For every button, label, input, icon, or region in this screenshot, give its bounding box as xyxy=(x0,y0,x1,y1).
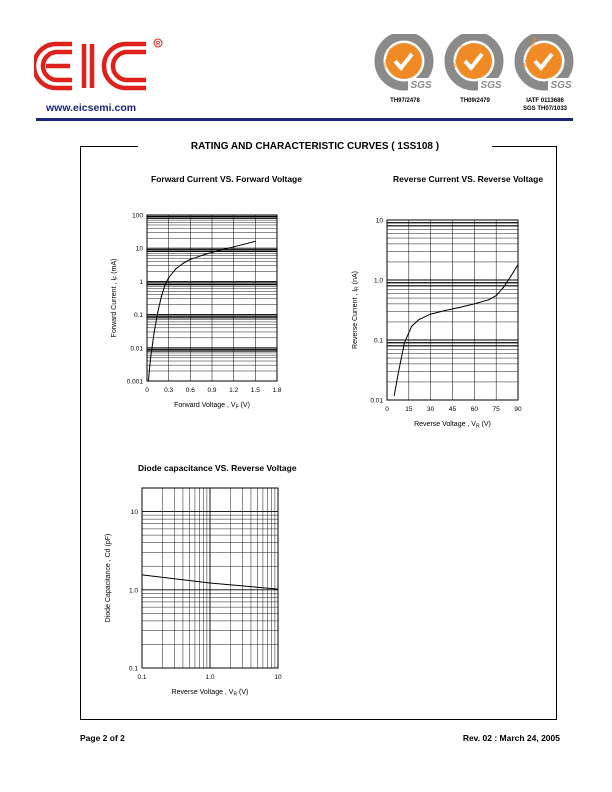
data-point xyxy=(161,296,162,297)
badge-code-3b: SGS TH07/1033 xyxy=(522,106,568,112)
x-tick-label: 30 xyxy=(427,406,435,413)
x-tick-label: 10 xyxy=(274,674,282,681)
x-tick-label: 90 xyxy=(514,406,522,413)
y-tick-label: 10 xyxy=(375,217,383,225)
badge-code-3a: IATF 0113686 xyxy=(526,98,564,104)
data-point xyxy=(165,284,166,285)
data-point xyxy=(190,259,191,260)
x-tick-label: 0.9 xyxy=(207,387,217,394)
data-point xyxy=(154,331,155,332)
data-point xyxy=(148,380,149,381)
chart-title-reverse: Reverse Current VS. Reverse Voltage xyxy=(393,174,544,184)
reverse-chart xyxy=(345,212,540,437)
x-tick-label: 75 xyxy=(492,406,500,413)
data-point xyxy=(503,287,504,288)
chart-title-forward: Forward Current VS. Forward Voltage xyxy=(151,174,302,184)
data-point xyxy=(219,250,220,251)
x-tick-label: 1.8 xyxy=(272,387,282,394)
x-axis-label: Reverse Voltage , $V_R$ (V) xyxy=(414,421,491,430)
data-point xyxy=(398,371,399,372)
x-tick-label: 45 xyxy=(448,406,457,413)
footer-page-label: Page 2 of 2 xyxy=(80,733,125,743)
y-tick-label: 0.01 xyxy=(130,345,143,353)
x-tick-label: 1.5 xyxy=(250,387,260,394)
y-tick-label: 10 xyxy=(135,245,143,253)
sgs-certification-icon xyxy=(514,34,576,92)
x-axis-label: Reverse Voltage , $V_R$ (V) xyxy=(171,689,249,698)
x-tick-label: 0 xyxy=(145,387,149,394)
data-point xyxy=(459,307,460,308)
badge-brand: SGS xyxy=(410,80,432,91)
y-tick-label: 1.0 xyxy=(373,277,383,285)
svg-text:R: R xyxy=(155,41,161,48)
y-tick-label: 1.0 xyxy=(128,587,138,595)
forward-chart xyxy=(100,205,300,420)
y-tick-label: 0.1 xyxy=(128,665,138,673)
x-tick-label: 15 xyxy=(405,406,413,413)
badge-code-2: TH09/2479 xyxy=(460,98,490,104)
y-tick-label: 100 xyxy=(132,212,143,220)
data-point xyxy=(411,326,412,327)
y-axis-label: Reverse Current , $I_R$ (nA) xyxy=(352,271,361,349)
x-tick-label: 1.0 xyxy=(205,674,215,681)
badge-cert-text: ISO/TS 16949 xyxy=(522,36,539,69)
data-point xyxy=(204,254,205,255)
data-point xyxy=(141,574,142,575)
x-axis-label: Forward Voltage , $V_F$ (V) xyxy=(174,402,250,411)
x-tick-label: 0.1 xyxy=(137,674,147,681)
x-tick-label: 60 xyxy=(470,406,478,413)
data-point xyxy=(430,314,431,315)
y-tick-label: 0.1 xyxy=(373,337,383,345)
data-point xyxy=(445,310,446,311)
data-point xyxy=(175,268,176,269)
page-title: RATING AND CHARACTERISTIC CURVES ( 1SS108 ) xyxy=(190,141,440,152)
badge-cert-text: ISO 9001 xyxy=(382,46,396,69)
x-tick-label: 0 xyxy=(385,406,389,413)
y-tick-label: 0.001 xyxy=(126,378,143,386)
footer-revision: Rev. 02 : March 24, 2005 xyxy=(462,733,560,743)
data-point xyxy=(488,299,489,300)
website-url: www.eicsemi.com xyxy=(46,102,137,114)
data-point xyxy=(168,277,169,278)
y-tick-label: 0.1 xyxy=(133,312,143,320)
y-axis-label: Diode Capacitance , Cd (pF) xyxy=(105,533,112,623)
data-point xyxy=(404,342,405,343)
data-point xyxy=(255,241,256,242)
data-point xyxy=(517,264,518,265)
data-point xyxy=(418,319,419,320)
data-point xyxy=(510,276,511,277)
data-point xyxy=(496,295,497,296)
data-point xyxy=(157,311,158,312)
sgs-certification-icon xyxy=(374,34,436,92)
badge-brand: SGS xyxy=(550,80,572,91)
sgs-badge-3 xyxy=(514,34,576,113)
x-tick-label: 0.6 xyxy=(185,387,195,394)
badge-code-1: TH97/2478 xyxy=(390,98,420,104)
sgs-badge-1 xyxy=(374,34,436,105)
header-divider xyxy=(36,118,573,121)
badge-cert-text: ISO 14001 xyxy=(452,44,467,69)
x-tick-label: 1.2 xyxy=(229,387,239,394)
data-point xyxy=(474,303,475,304)
chart-title-capacitance: Diode capacitance VS. Reverse Voltage xyxy=(138,463,297,473)
x-tick-label: 0.3 xyxy=(164,387,174,394)
data-point xyxy=(277,589,278,590)
eic-logo xyxy=(34,36,164,98)
y-tick-label: 0.01 xyxy=(370,397,383,405)
data-curve xyxy=(394,265,518,396)
data-point xyxy=(150,357,151,358)
data-curve xyxy=(148,241,255,381)
y-tick-label: 10 xyxy=(130,509,138,517)
data-point xyxy=(209,582,210,583)
y-axis-label: Forward Current , $I_F$ (mA) xyxy=(111,258,120,338)
data-point xyxy=(394,395,395,396)
badge-brand: SGS xyxy=(480,80,502,91)
sgs-badge-2 xyxy=(444,34,506,105)
y-tick-label: 1 xyxy=(139,278,143,286)
capacitance-chart xyxy=(98,482,298,706)
sgs-certification-icon xyxy=(444,34,506,92)
data-point xyxy=(183,263,184,264)
data-point xyxy=(233,246,234,247)
